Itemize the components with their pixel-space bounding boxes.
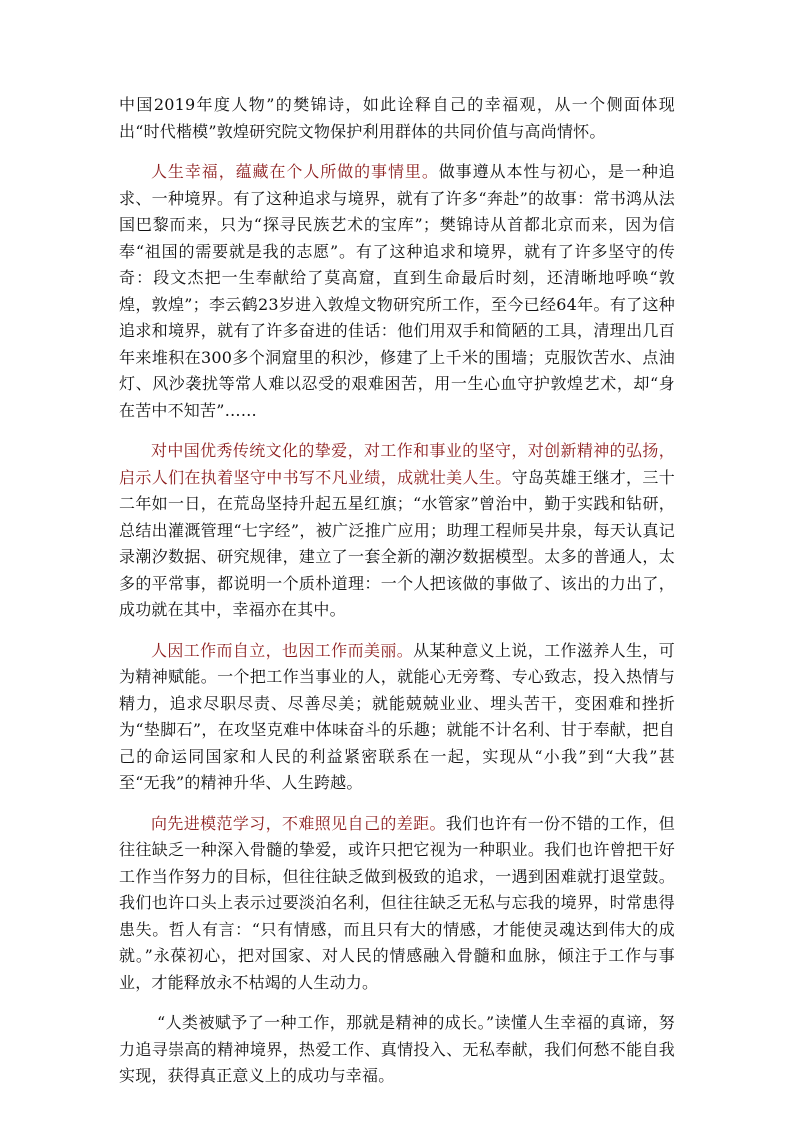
section-4-highlight: 向先进模范学习，不难照见自己的差距。 [151,813,446,833]
intro-paragraph: 中国2019年度人物”的樊锦诗，如此诠释自己的幸福观，从一个侧面体现出“时代楷模”敦煌研究院文物保护利用群体的共同价值与高尚情怀。 [119,95,675,141]
section-3-highlight: 人因工作而自立，也因工作而美丽。 [151,640,414,660]
section-paragraph-4 [119,811,675,997]
section-paragraph-1 [119,159,675,424]
closing-paragraph: “人类被赋予了一种工作，那就是精神的成长。”读懂人生幸福的真谛，努力追寻崇高的精神境界，热爱工作、真情投入、无私奉献，我们何愁不能自我实现，获得真正意义上的成功与幸福。 [119,1013,675,1085]
section-1-highlight: 人生幸福，蕴藏在个人所做的事情里。 [151,162,439,181]
section-2-body: 守岛英雄王继才，三十二年如一日，在荒岛坚持升起五星红旗；“水管家”曾治中，勤于实践和钻研，总结出灌溉管理“七字经”，被广泛推广应用；助理工程师吴井泉，每天认真记录潮汐数据、研究规律，建立了一套全新的潮汐数据模型。太多的普通人，太多的平常事，都说明一个质朴道理：一个人把该做的事做了、该出的力出了，成功就在其中，幸福亦在其中。 [119,467,675,619]
section-paragraph-2 [119,438,675,624]
section-2-highlight: 对中国优秀传统文化的挚爱，对工作和事业的坚守，对创新精神的弘扬，启示人们在执着坚守中书写不凡业绩，成就壮美人生。 [119,441,675,487]
section-3-body: 从某种意义上说，工作滋养人生，可为精神赋能。一个把工作当事业的人，就能心无旁骛、专心致志，投入热情与精力，追求尽职尽责、尽善尽美；就能兢兢业业、埋头苦干，变困难和挫折为“垫脚石”，在攻坚克难中体味奋斗的乐趣；就能不计名利、甘于奉献，把自己的命运同国家和人民的利益紧密联系在一起，实现从“小我”到“大我”甚至“无我”的精神升华、人生跨越。 [119,640,676,792]
section-4-body: 我们也许有一份不错的工作，但往往缺乏一种深入骨髓的挚爱，或许只把它视为一种职业。我们也许曾把干好工作当作努力的目标，但往往缺乏做到极致的追求，一遇到困难就打退堂鼓。我们也许口头上表示过要淡泊名利，但往往缺乏无私与忘我的境界，时常患得患失。哲人有言：“只有情感，而且只有大的情感，才能使灵魂达到伟大的成就。”永葆初心，把对国家、对人民的情感融入骨髓和血脉，倾注于工作与事业，才能释放永不枯竭的人生动力。 [119,813,675,992]
section-1-body: 做事遵从本性与初心，是一种追求、一种境界。有了这种追求与境界，就有了许多“奔赴”的故事：常书鸿从法国巴黎而来，只为“探寻民族艺术的宝库”；樊锦诗从首都北京而来，因为信奉“祖国的需要就是我的志愿”。有了这种追求和境界，就有了许多坚守的传奇：段文杰把一生奉献给了莫高窟，直到生命最后时刻，还清晰地呼唤“敦煌，敦煌”；李云鹤23岁进入敦煌文物研究所工作，至今已经64年。有了这种追求和境界，就有了许多奋进的佳话：他们用双手和简陋的工具，清理出几百年来堆积在300多个洞窟里的积沙，修建了上千米的围墙；克服饮苦水、点油灯、风沙袭扰等常人难以忍受的艰难困苦，用一生心血守护敦煌艺术，却“身在苦中不知苦”…… [119,162,675,420]
document-page [119,92,675,1090]
section-paragraph-3 [119,638,675,797]
